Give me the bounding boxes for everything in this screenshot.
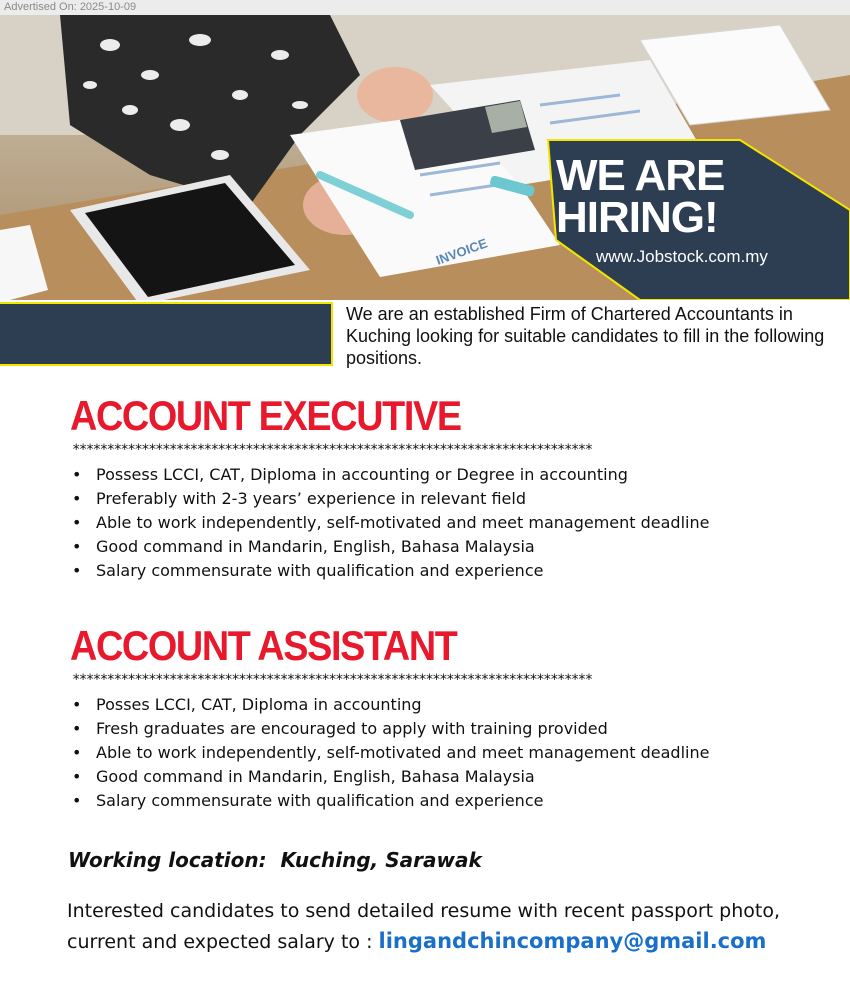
list-item: • Good command in Mandarin, English, Bahasa Malaysia [70, 535, 709, 559]
list-item: • Salary commensurate with qualification and experience [70, 559, 709, 583]
advertised-date: Advertised On: 2025-10-09 [4, 1, 137, 13]
advertised-bar [0, 0, 850, 15]
intro-accent-bar [0, 302, 333, 366]
requirements-list-assistant [70, 693, 709, 813]
star-divider: *************************************************************************** [72, 443, 592, 457]
requirements-list-executive [70, 463, 709, 583]
location-value: Kuching, Sarawak [280, 848, 482, 872]
star-divider: *************************************************************************** [72, 673, 592, 687]
hero-banner [0, 15, 850, 300]
list-item: • Preferably with 2-3 years’ experience in relevant field [70, 487, 709, 511]
list-item: • Salary commensurate with qualification and experience [70, 789, 709, 813]
hiring-headline [556, 151, 756, 242]
job-title-account-assistant: ACCOUNT ASSISTANT [70, 622, 457, 669]
list-item: • Good command in Mandarin, English, Bahasa Malaysia [70, 765, 709, 789]
list-item: • Posses LCCI, CAT, Diploma in accounting [70, 693, 709, 717]
hiring-line-1: WE ARE [556, 151, 725, 200]
list-item: • Possess LCCI, CAT, Diploma in accounting or Degree in accounting [70, 463, 709, 487]
working-location [68, 848, 482, 872]
intro-paragraph: We are an established Firm of Chartered Accountants in Kuching looking for suitable candidates to fill in the following positions. [346, 304, 825, 368]
website-text: www.Jobstock.com.my [596, 247, 768, 266]
list-item: • Able to work independently, self-motivated and meet management deadline [70, 741, 709, 765]
location-label: Working location: [68, 848, 267, 872]
hiring-line-2: HIRING! [556, 193, 718, 242]
invoice-word: INVOICE [433, 235, 490, 268]
email-link[interactable]: lingandchincompany@gmail.com [378, 929, 767, 953]
apply-instructions [67, 896, 827, 957]
job-title-account-executive: ACCOUNT EXECUTIVE [70, 392, 461, 439]
list-item: • Fresh graduates are encouraged to apply with training provided [70, 717, 709, 741]
hand-right [357, 67, 433, 123]
list-item: • Able to work independently, self-motivated and meet management deadline [70, 511, 709, 535]
apply-text: Interested candidates to send detailed resume with recent passport photo, current and expected salary to : [67, 900, 780, 953]
